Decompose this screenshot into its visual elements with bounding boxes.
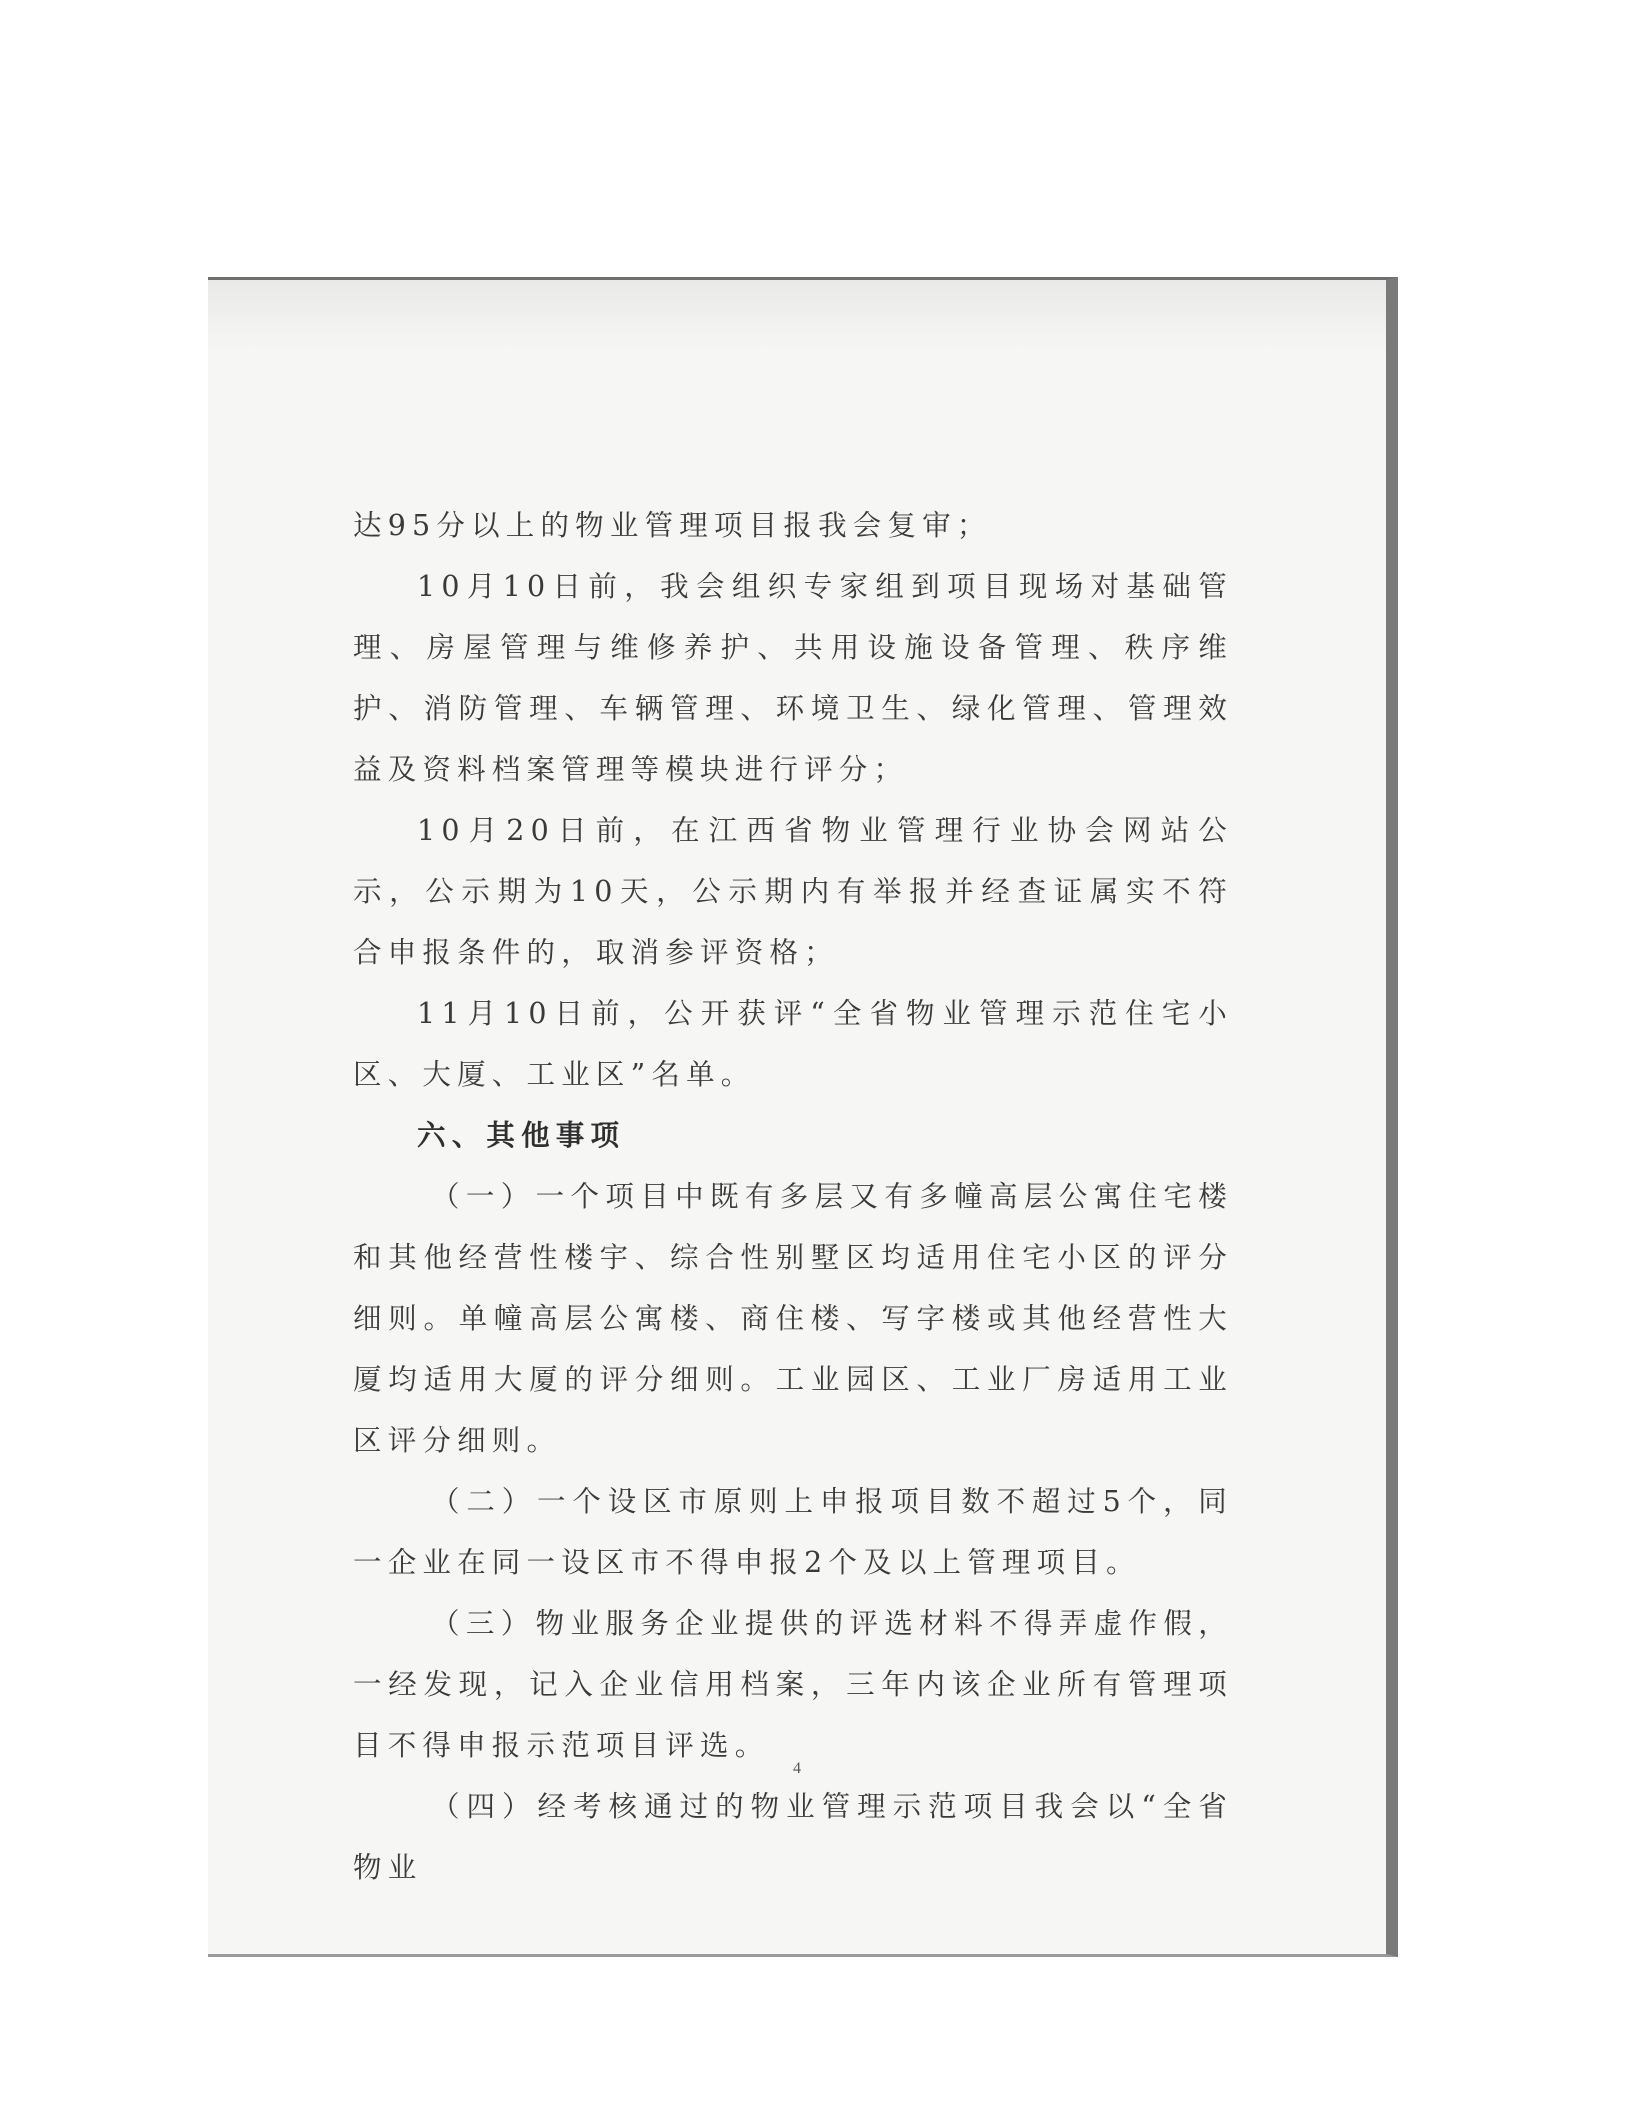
item-2: （二）一个设区市原则上申报项目数不超过5个，同一企业在同一设区市不得申报2个及以上管理项目。 <box>353 1485 1233 1579</box>
paragraph-continuation: 达95分以上的物业管理项目报我会复审； <box>353 509 992 542</box>
paragraph-oct10: 10月10日前，我会组织专家组到项目现场对基础管理、房屋管理与维修养护、共用设施设备管理、秩序维护、消防管理、车辆管理、环境卫生、绿化管理、管理效益及资料档案管理等模块进行评分； <box>353 570 1233 786</box>
section-heading-other-matters: 六、其他事项 <box>417 1119 626 1152</box>
paragraph-nov10: 11月10日前，公开获评“全省物业管理示范住宅小区、大厦、工业区”名单。 <box>353 997 1233 1091</box>
scan-shadow <box>208 280 1386 350</box>
document-body <box>353 495 1233 1898</box>
page-number: 4 <box>793 1760 801 1777</box>
item-3: （三）物业服务企业提供的评选材料不得弄虚作假，一经发现，记入企业信用档案，三年内该企业所有管理项目不得申报示范项目评选。 <box>353 1607 1233 1762</box>
item-1: （一）一个项目中既有多层又有多幢高层公寓住宅楼和其他经营性楼宇、综合性别墅区均适用住宅小区的评分细则。单幢高层公寓楼、商住楼、写字楼或其他经营性大厦均适用大厦的评分细则。工业园区、工业厂房适用工业区评分细则。 <box>353 1180 1233 1457</box>
item-4: （四）经考核通过的物业管理示范项目我会以“全省物业 <box>353 1790 1233 1884</box>
paragraph-oct20: 10月20日前，在江西省物业管理行业协会网站公示，公示期为10天，公示期内有举报并经查证属实不符合申报条件的，取消参评资格； <box>353 814 1233 969</box>
scanned-document-page <box>208 277 1398 1957</box>
